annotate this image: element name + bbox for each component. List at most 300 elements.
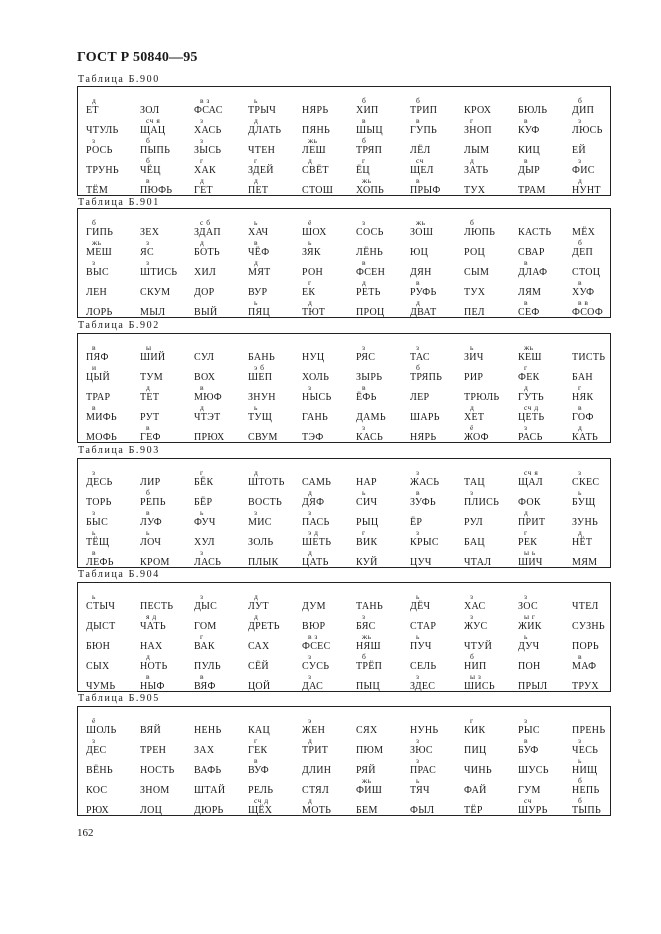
phonetic-note: в в [578, 298, 589, 307]
syllable-word: ПЛЫК [248, 557, 279, 568]
syllable-word: ПРАС [410, 765, 437, 776]
syllable-word: ВОХ [194, 372, 216, 383]
phonetic-note: д [416, 298, 421, 307]
syllable-word: РОН [302, 267, 324, 278]
syllable-word: НАХ [140, 641, 163, 652]
syllable-word: ДЕСЬ [86, 477, 113, 488]
syllable-word: ЗОС [518, 601, 538, 612]
syllable-word: САХ [248, 641, 270, 652]
syllable-word: НЯРЬ [302, 105, 329, 116]
table-caption: Таблица Б.902 [78, 320, 160, 331]
syllable-word: СЕЛЬ [410, 661, 437, 672]
syllable-word: ТРАМ [518, 185, 546, 196]
phonetic-note: д [308, 488, 313, 497]
syllable-word: ГОМ [194, 621, 217, 632]
phonetic-note: ь [416, 592, 420, 601]
syllable-word: ВИК [356, 537, 378, 548]
phonetic-note: в [200, 672, 205, 681]
syllable-word: ШЕТЬ [302, 537, 332, 548]
syllable-word: КАЦ [248, 725, 271, 736]
syllable-word: ТАНЬ [356, 601, 383, 612]
syllable-word: ХАС [464, 601, 486, 612]
phonetic-note: жь [362, 176, 372, 185]
phonetic-note: б [362, 96, 367, 105]
phonetic-note: сч [524, 796, 532, 805]
table-caption: Таблица Б.900 [78, 74, 160, 85]
syllable-word: СЫМ [464, 267, 490, 278]
syllable-word: ЖОФ [464, 432, 489, 443]
syllable-word: ТАЦ [464, 477, 485, 488]
syllable-word: ЁФЬ [356, 392, 377, 403]
phonetic-note: з [254, 508, 258, 517]
syllable-word: ЛЕН [86, 287, 108, 298]
syllable-word: ХОПЬ [356, 185, 385, 196]
syllable-word: РИР [464, 372, 484, 383]
syllable-word: КУФ [518, 125, 540, 136]
syllable-word: МОФЬ [86, 432, 118, 443]
phonetic-note: б [578, 776, 583, 785]
syllable-word: СУЗНЬ [572, 621, 605, 632]
syllable-word: ХУЛ [194, 537, 215, 548]
syllable-word: ЧЁЦ [140, 165, 161, 176]
syllable-word: СЫХ [86, 661, 110, 672]
phonetic-note: б [470, 218, 475, 227]
syllable-word: ЗНОП [464, 125, 492, 136]
phonetic-note: д [146, 383, 151, 392]
syllable-word: ЗАТЬ [464, 165, 489, 176]
phonetic-note: д [578, 528, 583, 537]
syllable-word: ПЯФ [86, 352, 109, 363]
syllable-word: НЯК [572, 392, 594, 403]
syllable-word: ПАСЬ [302, 517, 330, 528]
syllable-word: ПРЫФ [410, 185, 441, 196]
syllable-word: СВУМ [248, 432, 278, 443]
syllable-word: ГУТЬ [518, 392, 544, 403]
syllable-word: ФЫЛ [410, 805, 435, 816]
syllable-word: ВУР [248, 287, 268, 298]
syllable-word: ЕТ [86, 105, 99, 116]
syllable-word: ТРИТ [302, 745, 329, 756]
phonetic-note: в [524, 736, 529, 745]
syllable-word: БЕМ [356, 805, 378, 816]
phonetic-note: жь [362, 776, 372, 785]
syllable-word: ГИПЬ [86, 227, 114, 238]
phonetic-note: г [254, 736, 258, 745]
syllable-word: ШТИСЬ [140, 267, 178, 278]
syllable-word: ВАК [194, 641, 215, 652]
syllable-word: ЁР [410, 517, 423, 528]
syllable-word: РЯС [356, 352, 376, 363]
syllable-word: ФСОФ [572, 307, 604, 318]
syllable-word: ЗЮС [410, 745, 433, 756]
syllable-word: СКЕС [572, 477, 600, 488]
phonetic-note: д [524, 508, 529, 517]
phonetic-note: з [362, 612, 366, 621]
phonetic-note: з [200, 136, 204, 145]
syllable-word: ЗУФЬ [410, 497, 436, 508]
phonetic-note: з [416, 528, 420, 537]
syllable-word: НОСТЬ [140, 765, 175, 776]
phonetic-note: в з [308, 632, 318, 641]
phonetic-note: з [524, 423, 528, 432]
phonetic-note: б [362, 652, 367, 661]
phonetic-note: г [524, 363, 528, 372]
syllable-word: ФАЙ [464, 785, 487, 796]
phonetic-note: ь [254, 298, 258, 307]
syllable-word: ХАСЬ [194, 125, 222, 136]
phonetic-note: в [254, 756, 259, 765]
syllable-word: БЯС [356, 621, 376, 632]
syllable-word: ЧТУЛЬ [86, 125, 119, 136]
phonetic-note: ё [92, 716, 96, 725]
syllable-word: ЗНОМ [140, 785, 170, 796]
syllable-word: ДУЧ [518, 641, 540, 652]
phonetic-note: д [254, 612, 259, 621]
syllable-word: ФЕК [518, 372, 540, 383]
phonetic-note: з [308, 508, 312, 517]
phonetic-note: б [416, 96, 421, 105]
syllable-word: ТРЯП [356, 145, 383, 156]
syllable-table [77, 208, 611, 318]
phonetic-note: ь [92, 528, 96, 537]
syllable-word: ПЕСТЬ [140, 601, 174, 612]
phonetic-note: э д [308, 528, 319, 537]
phonetic-note: з [416, 756, 420, 765]
syllable-word: ЗЕХ [140, 227, 160, 238]
syllable-word: МАФ [572, 661, 597, 672]
syllable-word: ГУПЬ [410, 125, 438, 136]
syllable-word: ЧТЕН [248, 145, 276, 156]
syllable-word: ЧЁФ [248, 247, 270, 258]
syllable-word: ЛЯМ [518, 287, 542, 298]
phonetic-note: г [200, 632, 204, 641]
syllable-word: ЦЫЙ [86, 372, 111, 383]
syllable-word: ШАРЬ [410, 412, 440, 423]
page-header-title: ГОСТ Р 50840—95 [77, 50, 198, 65]
syllable-word: СКУМ [140, 287, 171, 298]
syllable-word: ВЫЙ [194, 307, 218, 318]
syllable-word: ДЮРЬ [194, 805, 224, 816]
syllable-word: ВОСТЬ [248, 497, 283, 508]
phonetic-note: д [200, 176, 205, 185]
syllable-word: ЁЦ [356, 165, 370, 176]
syllable-word: ТОРЬ [86, 497, 112, 508]
syllable-word: ХОЛЬ [302, 372, 330, 383]
phonetic-note: ь [254, 403, 258, 412]
syllable-word: СТОЦ [572, 267, 601, 278]
syllable-word: ЛОЧ [140, 537, 162, 548]
syllable-word: ТЮТ [302, 307, 326, 318]
phonetic-note: ы ь [524, 548, 536, 557]
syllable-word: ЧТУЙ [464, 641, 493, 652]
syllable-word: ТУХ [464, 287, 486, 298]
syllable-word: НИП [464, 661, 487, 672]
syllable-word: СВЁТ [302, 165, 329, 176]
syllable-word: ДЕП [572, 247, 594, 258]
syllable-word: ЛЁЛ [410, 145, 431, 156]
syllable-word: ДУМ [302, 601, 326, 612]
phonetic-note: д [200, 238, 205, 247]
syllable-word: ДЛАФ [518, 267, 548, 278]
syllable-word: БАН [572, 372, 593, 383]
syllable-word: ФСЕН [356, 267, 386, 278]
phonetic-note: з [578, 736, 582, 745]
syllable-word: ЕЙ [572, 145, 586, 156]
syllable-word: ЗОШ [410, 227, 434, 238]
syllable-word: ЛЫМ [464, 145, 490, 156]
syllable-word: КИК [464, 725, 486, 736]
syllable-word: МИФЬ [86, 412, 117, 423]
syllable-word: СОСЬ [356, 227, 384, 238]
syllable-word: ДЕС [86, 745, 107, 756]
phonetic-note: г [470, 716, 474, 725]
table-caption: Таблица Б.901 [78, 197, 160, 208]
phonetic-note: ы г [524, 612, 536, 621]
phonetic-note: б [146, 136, 151, 145]
syllable-word: ПРОЦ [356, 307, 385, 318]
phonetic-note: д [470, 156, 475, 165]
phonetic-note: з [578, 116, 582, 125]
syllable-word: ЖУС [464, 621, 488, 632]
syllable-word: РЯЙ [356, 765, 376, 776]
syllable-word: НУНЬ [410, 725, 439, 736]
syllable-word: ПЫЦ [356, 681, 381, 692]
phonetic-note: з [524, 716, 528, 725]
phonetic-note: з [146, 258, 150, 267]
syllable-word: НЯШ [356, 641, 381, 652]
phonetic-note: з [470, 592, 474, 601]
syllable-word: ПЫПЬ [140, 145, 171, 156]
syllable-table [77, 86, 611, 196]
syllable-word: ЩАЦ [140, 125, 166, 136]
syllable-word: ТРУНЬ [86, 165, 119, 176]
phonetic-note: д [470, 403, 475, 412]
syllable-word: ТРЁП [356, 661, 383, 672]
phonetic-note: з [416, 468, 420, 477]
syllable-word: БАЦ [464, 537, 485, 548]
syllable-word: РЕПЬ [140, 497, 166, 508]
phonetic-note: д [308, 298, 313, 307]
syllable-word: СТАР [410, 621, 437, 632]
phonetic-note: з [416, 343, 420, 352]
phonetic-note: з [578, 156, 582, 165]
syllable-word: ТРАР [86, 392, 111, 403]
syllable-word: ПРИТ [518, 517, 546, 528]
syllable-word: КОС [86, 785, 108, 796]
syllable-word: МОТЬ [302, 805, 332, 816]
syllable-word: ЯС [140, 247, 154, 258]
syllable-word: ЛАСЬ [194, 557, 222, 568]
syllable-word: ТРУХ [572, 681, 599, 692]
syllable-word: МЯТ [248, 267, 271, 278]
syllable-word: НИЩ [572, 765, 598, 776]
syllable-word: СЁЙ [248, 661, 269, 672]
syllable-word: ЦОЙ [248, 681, 271, 692]
phonetic-note: г [308, 278, 312, 287]
syllable-word: КУЙ [356, 557, 378, 568]
syllable-word: РЕЛЬ [248, 785, 274, 796]
syllable-word: ЦЕТЬ [518, 412, 545, 423]
phonetic-note: з [362, 423, 366, 432]
syllable-word: ТУХ [464, 185, 486, 196]
syllable-word: ФСЕС [302, 641, 331, 652]
syllable-word: ТЭФ [302, 432, 324, 443]
syllable-word: ШУРЬ [518, 805, 548, 816]
phonetic-note: в [200, 383, 205, 392]
phonetic-note: сч я [524, 468, 539, 477]
syllable-word: ЧТАЛ [464, 557, 492, 568]
syllable-word: СВАР [518, 247, 545, 258]
syllable-word: ДЯН [410, 267, 432, 278]
phonetic-note: в [524, 258, 529, 267]
syllable-word: ЛУТ [248, 601, 269, 612]
phonetic-note: ь [578, 488, 582, 497]
phonetic-note: жь [92, 238, 102, 247]
phonetic-note: ё [470, 423, 474, 432]
syllable-word: ЖИК [518, 621, 542, 632]
syllable-word: ВАФЬ [194, 765, 222, 776]
syllable-word: РУЛ [464, 517, 483, 528]
syllable-word: НЕПЬ [572, 785, 600, 796]
phonetic-note: д [254, 468, 259, 477]
syllable-word: НЯРЬ [410, 432, 437, 443]
phonetic-note: ь [470, 343, 474, 352]
phonetic-note: г [362, 156, 366, 165]
syllable-word: ЧАТЬ [140, 621, 166, 632]
syllable-word: РУФЬ [410, 287, 437, 298]
syllable-word: ВЯЙ [140, 725, 161, 736]
syllable-word: ШОЛЬ [86, 725, 117, 736]
syllable-word: САМЬ [302, 477, 332, 488]
phonetic-note: з [362, 218, 366, 227]
syllable-word: НУЦ [302, 352, 325, 363]
syllable-word: НАР [356, 477, 377, 488]
phonetic-note: в [146, 423, 151, 432]
syllable-word: ПЯЦ [248, 307, 271, 318]
phonetic-note: в [362, 116, 367, 125]
phonetic-note: б [416, 363, 421, 372]
syllable-word: ВУФ [248, 765, 269, 776]
syllable-word: ЗЫСЬ [194, 145, 222, 156]
phonetic-note: сч я [146, 116, 161, 125]
syllable-word: ПРЮХ [194, 432, 225, 443]
syllable-word: ЗУНЬ [572, 517, 599, 528]
syllable-word: ЗИЧ [464, 352, 484, 363]
syllable-word: КИЦ [518, 145, 541, 156]
phonetic-note: в [92, 403, 97, 412]
syllable-word: ХУФ [572, 287, 595, 298]
syllable-word: ЛЕР [410, 392, 430, 403]
syllable-word: ТРЕН [140, 745, 167, 756]
phonetic-note: в [146, 672, 151, 681]
phonetic-note: в [416, 116, 421, 125]
syllable-word: ПУЧ [410, 641, 432, 652]
phonetic-note: з [308, 672, 312, 681]
syllable-word: КРОХ [464, 105, 492, 116]
syllable-word: ЛИР [140, 477, 161, 488]
syllable-word: ДВАТ [410, 307, 437, 318]
syllable-word: ДРЕТЬ [248, 621, 280, 632]
phonetic-note: з [92, 136, 96, 145]
phonetic-note: в [524, 298, 529, 307]
syllable-word: КРЫС [410, 537, 439, 548]
syllable-word: ЧЕСЬ [572, 745, 599, 756]
phonetic-note: д [578, 423, 583, 432]
phonetic-note: ь [254, 96, 258, 105]
phonetic-note: з [200, 548, 204, 557]
syllable-word: ДЫСТ [86, 621, 116, 632]
phonetic-note: д [254, 176, 259, 185]
syllable-word: ВЯФ [194, 681, 216, 692]
syllable-word: ЗДЕС [410, 681, 436, 692]
syllable-word: ЧУМЬ [86, 681, 116, 692]
syllable-word: СИЧ [356, 497, 378, 508]
phonetic-note: г [578, 383, 582, 392]
syllable-word: СЕФ [518, 307, 540, 318]
phonetic-note: в [524, 156, 529, 165]
syllable-word: ЗДАП [194, 227, 221, 238]
syllable-word: ШИСЬ [464, 681, 495, 692]
syllable-word: МЕШ [86, 247, 112, 258]
phonetic-note: г [254, 156, 258, 165]
phonetic-note: в [92, 343, 97, 352]
syllable-word: БАНЬ [248, 352, 275, 363]
syllable-word: ХАЧ [248, 227, 269, 238]
phonetic-note: в [146, 176, 151, 185]
syllable-word: ТУЩ [248, 412, 273, 423]
phonetic-note: с б [200, 218, 211, 227]
syllable-word: ПЕТ [248, 185, 269, 196]
syllable-word: КАТЬ [572, 432, 599, 443]
table-caption: Таблица Б.903 [78, 445, 160, 456]
syllable-word: ВЮР [302, 621, 326, 632]
syllable-word: ТЁР [464, 805, 483, 816]
phonetic-note: б [578, 796, 583, 805]
syllable-word: РАСЬ [518, 432, 543, 443]
syllable-word: ТЁМ [86, 185, 109, 196]
phonetic-note: б [362, 136, 367, 145]
syllable-word: РУТ [140, 412, 160, 423]
phonetic-note: г [524, 528, 528, 537]
table-caption: Таблица Б.905 [78, 693, 160, 704]
syllable-word: ЗЯК [302, 247, 321, 258]
phonetic-note: г [200, 156, 204, 165]
syllable-word: ЛЁНЬ [356, 247, 384, 258]
syllable-word: ПЮМ [356, 745, 384, 756]
phonetic-note: д [92, 96, 97, 105]
syllable-word: СУСЬ [302, 661, 330, 672]
phonetic-note: ы [146, 343, 152, 352]
phonetic-note: в [578, 403, 583, 412]
phonetic-note: жь [416, 218, 426, 227]
syllable-word: ФУЧ [194, 517, 216, 528]
phonetic-note: з [524, 592, 528, 601]
phonetic-note: в [416, 488, 421, 497]
phonetic-note: б [146, 488, 151, 497]
syllable-word: ФИШ [356, 785, 383, 796]
phonetic-note: в [416, 176, 421, 185]
syllable-word: МЯМ [572, 557, 598, 568]
phonetic-note: д [308, 156, 313, 165]
syllable-word: ТРЮЛЬ [464, 392, 500, 403]
syllable-word: ТРЫЧ [248, 105, 277, 116]
syllable-word: СТОШ [302, 185, 334, 196]
phonetic-note: д [254, 592, 259, 601]
syllable-word: ЕК [302, 287, 316, 298]
phonetic-note: з [578, 468, 582, 477]
syllable-word: БОТЬ [194, 247, 220, 258]
phonetic-note: д [308, 548, 313, 557]
